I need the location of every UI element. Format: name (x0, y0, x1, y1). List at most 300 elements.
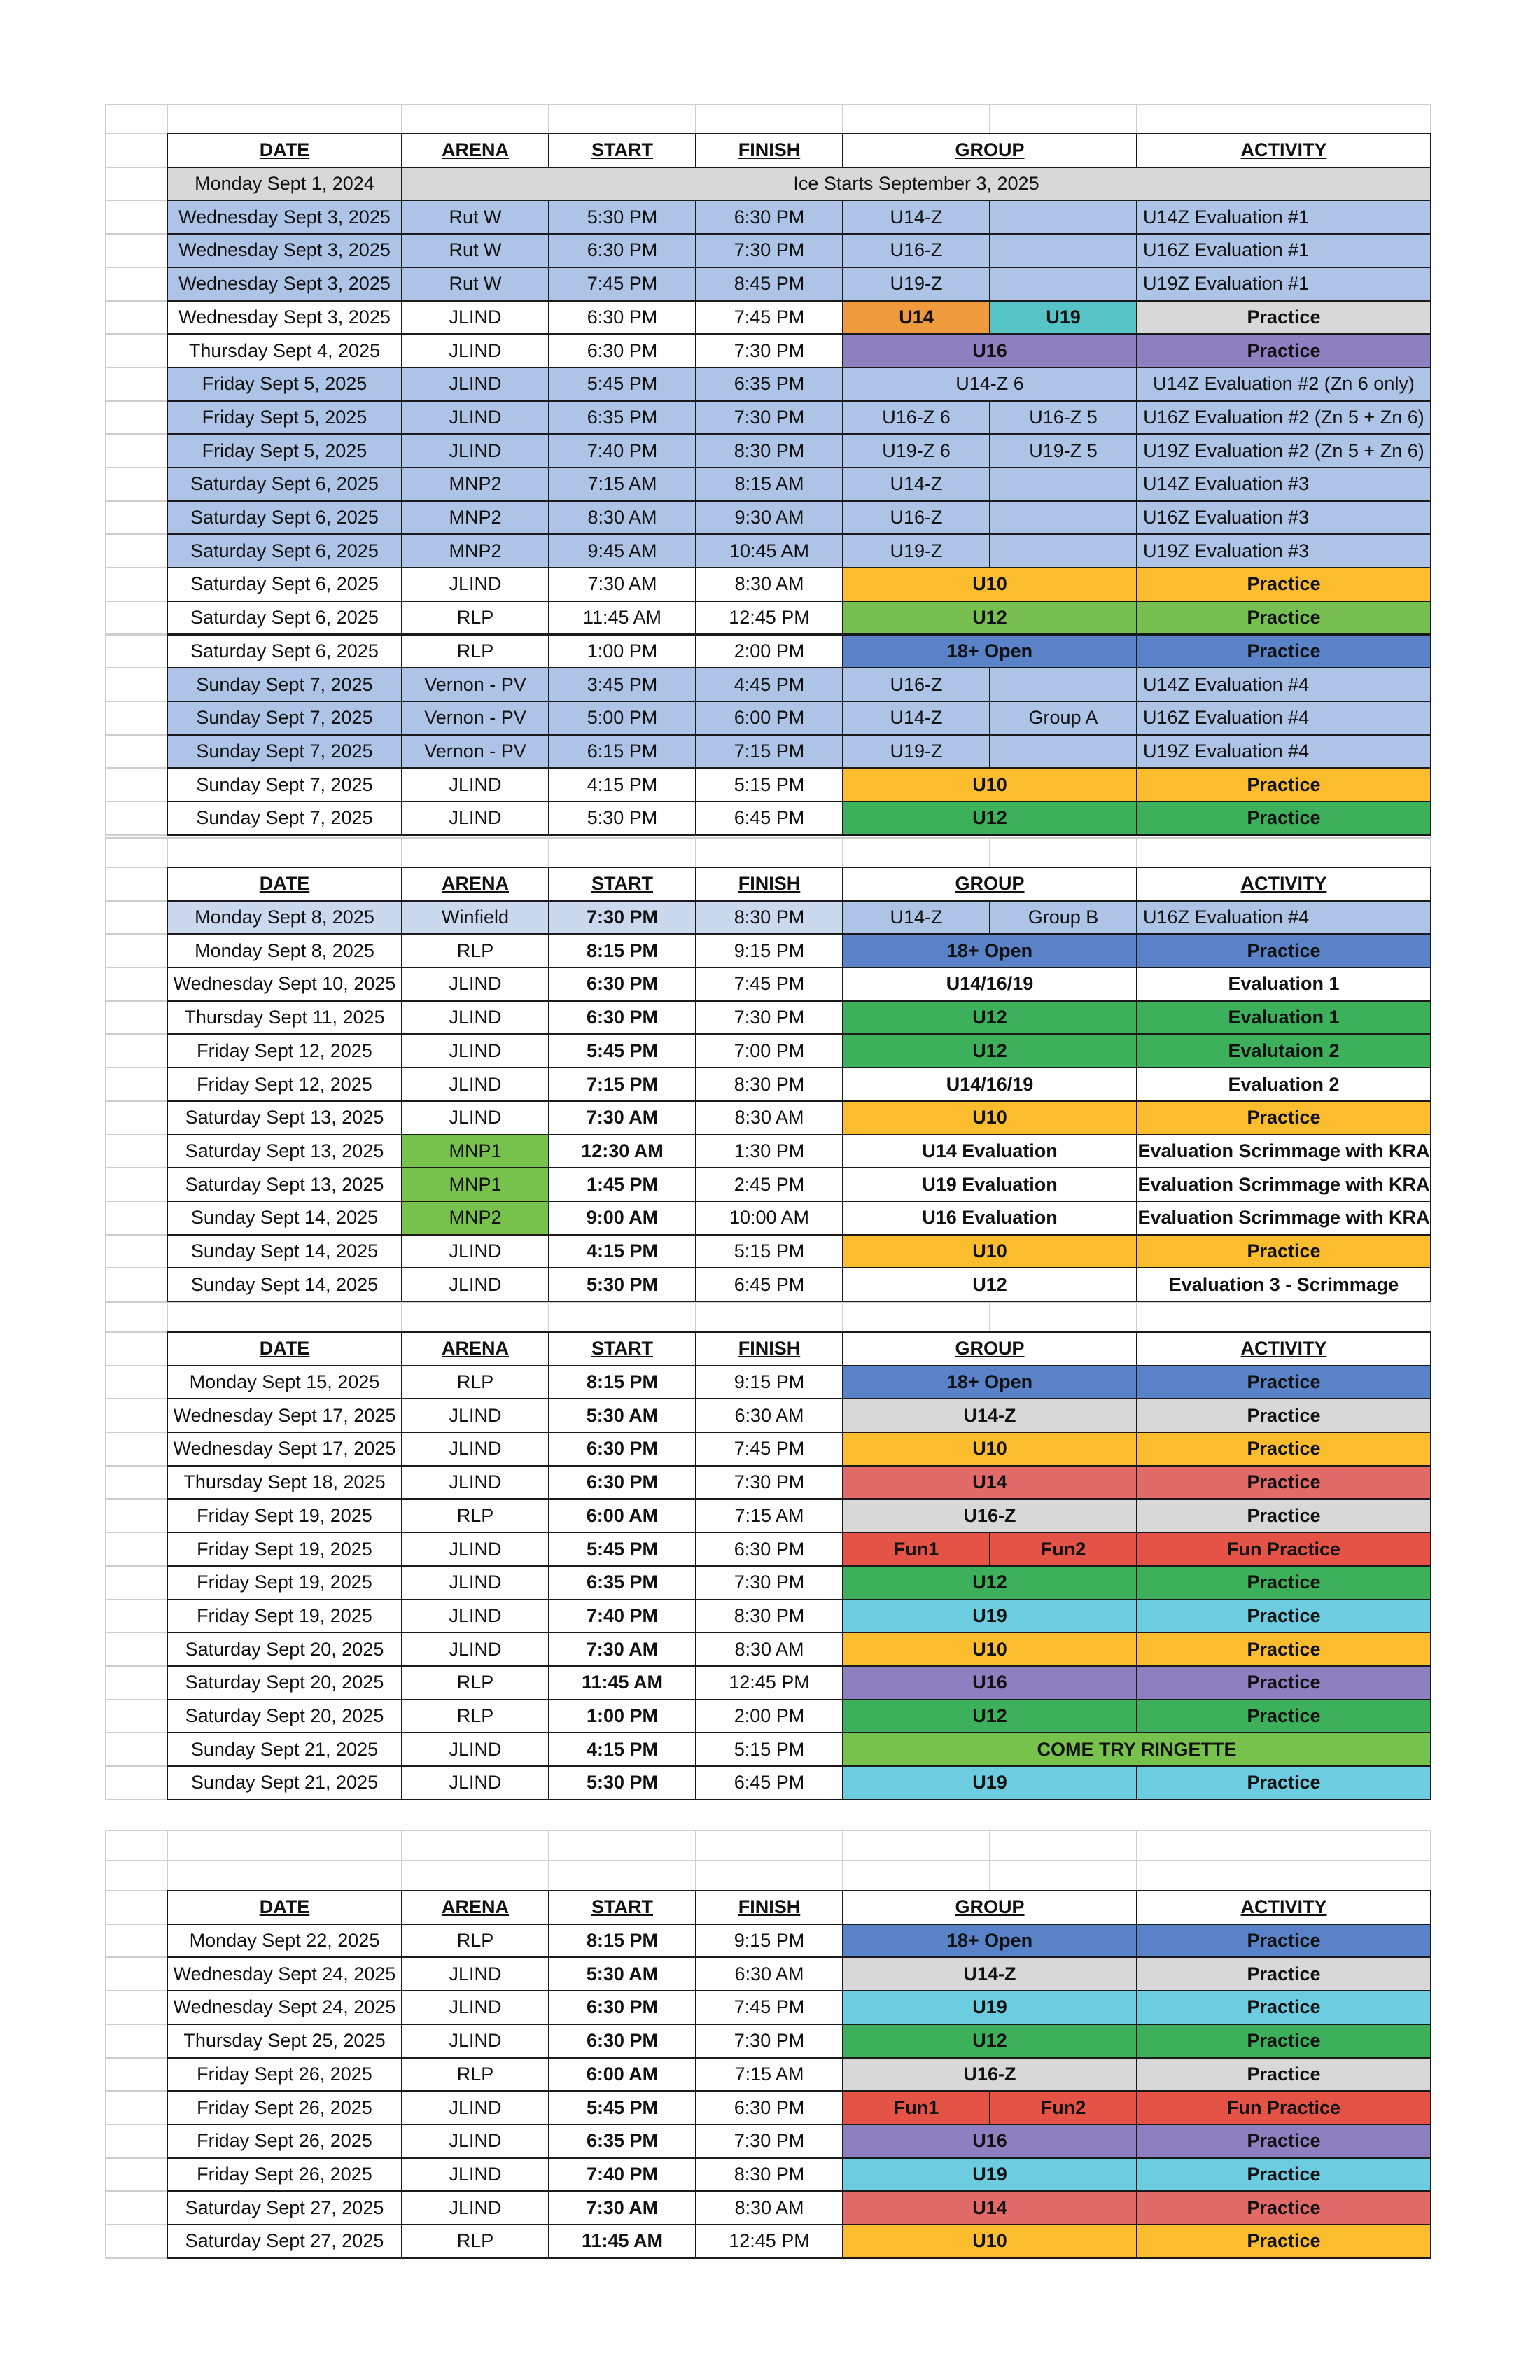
start-time-cell: 7:40 PM (548, 1599, 696, 1634)
date-cell: Thursday Sept 4, 2025 (167, 333, 402, 368)
activity-cell: Fun Practice (1136, 1532, 1432, 1567)
activity-cell: Fun Practice (1136, 2090, 1432, 2125)
group-cell-secondary (989, 267, 1138, 302)
start-time-cell: 1:00 PM (548, 634, 696, 669)
group-cell-primary: U19-Z (842, 734, 990, 769)
start-time-cell: 5:45 PM (548, 2090, 696, 2125)
arena-cell: MNP1 (401, 1167, 550, 1202)
finish-time-cell: 7:30 PM (695, 1565, 844, 1600)
start-time-cell: 7:40 PM (548, 433, 696, 468)
arena-cell: JLIND (401, 2024, 550, 2059)
sheet-row-number-cell (105, 2057, 168, 2092)
activity-cell: U14Z Evaluation #2 (Zn 6 only) (1136, 367, 1432, 402)
activity-cell: Practice (1136, 1990, 1432, 2025)
sheet-row-number-cell (105, 801, 168, 836)
group-cell: U14/16/19 (842, 1067, 1138, 1102)
activity-cell: Practice (1136, 567, 1432, 602)
sheet-row-number-cell (105, 1765, 168, 1800)
date-cell: Saturday Sept 6, 2025 (167, 500, 402, 536)
date-cell: Sunday Sept 7, 2025 (167, 801, 402, 836)
group-cell: U12 (842, 1034, 1138, 1069)
finish-time-cell: 7:30 PM (695, 1465, 844, 1500)
group-cell: U12 (842, 1699, 1138, 1734)
finish-time-cell: 8:30 AM (695, 567, 844, 602)
group-cell: 18+ Open (842, 1924, 1138, 1959)
sheet-row-number-cell (105, 400, 168, 435)
finish-time-cell: 12:45 PM (695, 1665, 844, 1700)
finish-time-cell: 12:45 PM (695, 2224, 844, 2259)
activity-cell: U16Z Evaluation #1 (1136, 233, 1432, 268)
activity-cell: Practice (1136, 2224, 1432, 2259)
start-time-cell: 6:30 PM (548, 233, 696, 268)
sheet-row-number-cell (105, 367, 168, 402)
activity-cell: Practice (1136, 634, 1432, 669)
sheet-row-number-cell (105, 1134, 168, 1169)
start-time-cell: 4:15 PM (548, 1234, 696, 1269)
date-cell: Wednesday Sept 3, 2025 (167, 300, 402, 335)
start-time-cell: 6:00 AM (548, 1499, 696, 1534)
start-time-cell: 7:15 AM (548, 467, 696, 502)
group-cell: U19 (842, 2157, 1138, 2192)
sheet-row-number-cell (105, 1532, 168, 1567)
date-cell: Sunday Sept 21, 2025 (167, 1732, 402, 1767)
column-header-arena: ARENA (401, 867, 550, 902)
finish-time-cell: 7:45 PM (695, 1990, 844, 2025)
start-time-cell: 7:30 AM (548, 1632, 696, 1667)
date-cell: Saturday Sept 6, 2025 (167, 533, 402, 568)
arena-cell: MNP2 (401, 467, 550, 502)
column-header-start: START (548, 1331, 696, 1366)
group-cell-secondary (989, 500, 1138, 536)
group-cell-primary: U16-Z (842, 500, 990, 536)
group-cell: U16 (842, 333, 1138, 368)
finish-time-cell: 12:45 PM (695, 601, 844, 636)
start-time-cell: 5:30 PM (548, 1765, 696, 1800)
group-activity-span-cell: COME TRY RINGETTE (842, 1732, 1432, 1767)
start-time-cell: 8:30 AM (548, 500, 696, 536)
date-cell: Thursday Sept 11, 2025 (167, 1000, 402, 1035)
group-cell-secondary: U19 (989, 300, 1138, 335)
column-header-start: START (548, 133, 696, 168)
date-cell: Saturday Sept 6, 2025 (167, 567, 402, 602)
arena-cell: RLP (401, 634, 550, 669)
sheet-row-number-cell (105, 2024, 168, 2059)
start-time-cell: 7:30 AM (548, 1100, 696, 1135)
sheet-row-number-cell (105, 1067, 168, 1102)
finish-time-cell: 7:30 PM (695, 2024, 844, 2059)
arena-cell: Winfield (401, 900, 550, 935)
sheet-row-number-cell (105, 1200, 168, 1236)
sheet-row-number-cell (105, 667, 168, 702)
sheet-row-number-cell (105, 1267, 168, 1302)
activity-cell: Practice (1136, 2157, 1432, 2192)
finish-time-cell: 7:30 PM (695, 1000, 844, 1035)
arena-cell: JLIND (401, 2124, 550, 2159)
finish-time-cell: 5:15 PM (695, 1234, 844, 1269)
sheet-row-number-cell (105, 567, 168, 602)
date-cell: Wednesday Sept 3, 2025 (167, 267, 402, 302)
activity-cell: Practice (1136, 601, 1432, 636)
finish-time-cell: 4:45 PM (695, 667, 844, 702)
finish-time-cell: 7:45 PM (695, 1432, 844, 1466)
arena-cell: RLP (401, 2224, 550, 2259)
date-cell: Friday Sept 19, 2025 (167, 1532, 402, 1567)
finish-time-cell: 2:45 PM (695, 1167, 844, 1202)
arena-cell: RLP (401, 1665, 550, 1700)
activity-cell: Evaluation 1 (1136, 967, 1432, 1002)
sheet-row-number-cell (105, 1499, 168, 1534)
sheet-row-number-cell (105, 867, 168, 902)
finish-time-cell: 8:30 PM (695, 900, 844, 935)
date-cell: Saturday Sept 27, 2025 (167, 2224, 402, 2259)
group-cell: U12 (842, 801, 1138, 836)
sheet-row-number-cell (105, 333, 168, 368)
arena-cell: JLIND (401, 1267, 550, 1302)
activity-cell: Practice (1136, 300, 1432, 335)
finish-time-cell: 9:30 AM (695, 500, 844, 536)
sheet-row-number-cell (105, 1432, 168, 1466)
date-cell: Sunday Sept 14, 2025 (167, 1267, 402, 1302)
activity-cell: Practice (1136, 1956, 1432, 1991)
arena-cell: MNP1 (401, 1134, 550, 1169)
arena-cell: JLIND (401, 1532, 550, 1567)
arena-cell: JLIND (401, 2090, 550, 2125)
arena-cell: JLIND (401, 1432, 550, 1466)
date-cell: Wednesday Sept 24, 2025 (167, 1956, 402, 1991)
activity-cell: Practice (1136, 1924, 1432, 1959)
finish-time-cell: 10:00 AM (695, 1200, 844, 1236)
sheet-row-number-cell (105, 900, 168, 935)
sheet-row-number-cell (105, 701, 168, 736)
activity-cell: Evalutaion 2 (1136, 1034, 1432, 1069)
activity-cell: U14Z Evaluation #4 (1136, 667, 1432, 702)
start-time-cell: 7:30 AM (548, 567, 696, 602)
arena-cell: JLIND (401, 2190, 550, 2225)
arena-cell: JLIND (401, 1765, 550, 1800)
finish-time-cell: 6:30 PM (695, 2090, 844, 2125)
group-cell: U12 (842, 1267, 1138, 1302)
date-cell: Saturday Sept 13, 2025 (167, 1100, 402, 1135)
date-cell: Saturday Sept 13, 2025 (167, 1134, 402, 1169)
sheet-row-number-cell (105, 200, 168, 234)
finish-time-cell: 6:45 PM (695, 801, 844, 836)
group-cell-primary: U14 (842, 300, 990, 335)
group-cell: U10 (842, 1234, 1138, 1269)
finish-time-cell: 10:45 AM (695, 533, 844, 568)
date-cell: Wednesday Sept 10, 2025 (167, 967, 402, 1002)
date-cell: Sunday Sept 7, 2025 (167, 767, 402, 802)
finish-time-cell: 7:45 PM (695, 967, 844, 1002)
column-header-date: DATE (167, 1890, 402, 1925)
activity-cell: Practice (1136, 2124, 1432, 2159)
sheet-row-number-cell (105, 2157, 168, 2192)
date-cell: Sunday Sept 7, 2025 (167, 667, 402, 702)
group-cell-secondary: Group B (989, 900, 1138, 935)
arena-cell: MNP2 (401, 533, 550, 568)
group-cell-primary: Fun1 (842, 2090, 990, 2125)
sheet-row-number-cell (105, 1665, 168, 1700)
arena-cell: JLIND (401, 300, 550, 335)
start-time-cell: 4:15 PM (548, 1732, 696, 1767)
date-cell: Sunday Sept 14, 2025 (167, 1200, 402, 1236)
activity-cell: U16Z Evaluation #4 (1136, 900, 1432, 935)
arena-cell: JLIND (401, 567, 550, 602)
date-cell: Thursday Sept 25, 2025 (167, 2024, 402, 2059)
arena-cell: JLIND (401, 1632, 550, 1667)
arena-cell: JLIND (401, 801, 550, 836)
activity-cell: U19Z Evaluation #3 (1136, 533, 1432, 568)
column-header-activity: ACTIVITY (1136, 1331, 1432, 1366)
date-cell: Friday Sept 26, 2025 (167, 2057, 402, 2092)
finish-time-cell: 7:45 PM (695, 300, 844, 335)
date-cell: Friday Sept 12, 2025 (167, 1034, 402, 1069)
date-cell: Friday Sept 26, 2025 (167, 2157, 402, 2192)
start-time-cell: 6:30 PM (548, 300, 696, 335)
ice-start-note: Ice Starts September 3, 2025 (401, 167, 1432, 202)
group-cell: U12 (842, 2024, 1138, 2059)
group-cell: U16 Evaluation (842, 1200, 1138, 1236)
start-time-cell: 7:30 AM (548, 2190, 696, 2225)
date-cell: Saturday Sept 13, 2025 (167, 1167, 402, 1202)
start-time-cell: 5:45 PM (548, 1034, 696, 1069)
arena-cell: JLIND (401, 400, 550, 435)
start-time-cell: 7:30 PM (548, 900, 696, 935)
group-cell: U10 (842, 767, 1138, 802)
activity-cell: Practice (1136, 801, 1432, 836)
group-cell: U10 (842, 1632, 1138, 1667)
column-header-arena: ARENA (401, 1331, 550, 1366)
finish-time-cell: 7:15 PM (695, 734, 844, 769)
activity-cell: Evaluation 2 (1136, 1067, 1432, 1102)
arena-cell: JLIND (401, 2157, 550, 2192)
activity-cell: Practice (1136, 1665, 1432, 1700)
sheet-row-number-cell (105, 1465, 168, 1500)
activity-cell: Practice (1136, 1365, 1432, 1400)
activity-cell: Practice (1136, 2057, 1432, 2092)
sheet-row-number-cell (105, 467, 168, 502)
sheet-row-number-cell (105, 1632, 168, 1667)
date-cell: Friday Sept 19, 2025 (167, 1565, 402, 1600)
sheet-row-number-cell (105, 2190, 168, 2225)
activity-cell: Practice (1136, 1398, 1432, 1433)
start-time-cell: 6:30 PM (548, 1000, 696, 1035)
group-cell-secondary (989, 734, 1138, 769)
start-time-cell: 6:15 PM (548, 734, 696, 769)
column-header-group: GROUP (842, 133, 1138, 168)
arena-cell: JLIND (401, 1465, 550, 1500)
arena-cell: Vernon - PV (401, 701, 550, 736)
arena-cell: JLIND (401, 1067, 550, 1102)
finish-time-cell: 8:30 AM (695, 1100, 844, 1135)
finish-time-cell: 9:15 PM (695, 1924, 844, 1959)
date-cell: Friday Sept 5, 2025 (167, 400, 402, 435)
date-cell: Thursday Sept 18, 2025 (167, 1465, 402, 1500)
finish-time-cell: 8:30 PM (695, 433, 844, 468)
arena-cell: RLP (401, 1924, 550, 1959)
start-time-cell: 11:45 AM (548, 601, 696, 636)
finish-time-cell: 8:15 AM (695, 467, 844, 502)
group-cell: U10 (842, 567, 1138, 602)
sheet-row-number-cell (105, 1565, 168, 1600)
arena-cell: MNP2 (401, 1200, 550, 1236)
sheet-row-number-cell (105, 233, 168, 268)
finish-time-cell: 7:15 AM (695, 1499, 844, 1534)
start-time-cell: 6:35 PM (548, 400, 696, 435)
finish-time-cell: 5:15 PM (695, 767, 844, 802)
date-cell: Friday Sept 26, 2025 (167, 2124, 402, 2159)
start-time-cell: 6:30 PM (548, 2024, 696, 2059)
date-cell: Saturday Sept 20, 2025 (167, 1632, 402, 1667)
finish-time-cell: 5:15 PM (695, 1732, 844, 1767)
finish-time-cell: 8:30 PM (695, 1067, 844, 1102)
start-time-cell: 9:00 AM (548, 1200, 696, 1236)
finish-time-cell: 9:15 PM (695, 1365, 844, 1400)
start-time-cell: 8:15 PM (548, 1365, 696, 1400)
group-cell-primary: U14-Z (842, 701, 990, 736)
arena-cell: RLP (401, 2057, 550, 2092)
group-cell-primary: U16-Z (842, 233, 990, 268)
group-cell-primary: U19-Z (842, 533, 990, 568)
group-cell: 18+ Open (842, 634, 1138, 669)
group-cell-secondary: Fun2 (989, 2090, 1138, 2125)
date-cell: Saturday Sept 27, 2025 (167, 2190, 402, 2225)
date-cell: Wednesday Sept 17, 2025 (167, 1432, 402, 1466)
sheet-row-number-cell (105, 1924, 168, 1959)
date-cell: Monday Sept 1, 2024 (167, 167, 402, 202)
date-cell: Monday Sept 15, 2025 (167, 1365, 402, 1400)
sheet-row-number-cell (105, 634, 168, 669)
sheet-row-number-cell (105, 1732, 168, 1767)
group-cell-secondary (989, 667, 1138, 702)
date-cell: Monday Sept 8, 2025 (167, 900, 402, 935)
group-cell: U14/16/19 (842, 967, 1138, 1002)
start-time-cell: 6:30 PM (548, 1990, 696, 2025)
date-cell: Saturday Sept 6, 2025 (167, 601, 402, 636)
arena-cell: Vernon - PV (401, 734, 550, 769)
activity-cell: Practice (1136, 1632, 1432, 1667)
date-cell: Saturday Sept 20, 2025 (167, 1665, 402, 1700)
start-time-cell: 11:45 AM (548, 1665, 696, 1700)
group-cell: 18+ Open (842, 933, 1138, 968)
arena-cell: JLIND (401, 1732, 550, 1767)
arena-cell: JLIND (401, 1100, 550, 1135)
finish-time-cell: 6:30 PM (695, 200, 844, 234)
group-cell-secondary: Fun2 (989, 1532, 1138, 1567)
activity-cell: Evaluation 3 - Scrimmage (1136, 1267, 1432, 1302)
date-cell: Friday Sept 26, 2025 (167, 2090, 402, 2125)
activity-cell: U16Z Evaluation #4 (1136, 701, 1432, 736)
start-time-cell: 8:15 PM (548, 1924, 696, 1959)
date-cell: Wednesday Sept 3, 2025 (167, 200, 402, 234)
column-header-arena: ARENA (401, 1890, 550, 1925)
finish-time-cell: 7:00 PM (695, 1034, 844, 1069)
sheet-row-number-cell (105, 601, 168, 636)
sheet-row-number-cell (105, 2090, 168, 2125)
arena-cell: Vernon - PV (401, 667, 550, 702)
start-time-cell: 12:30 AM (548, 1134, 696, 1169)
group-cell-primary: U16-Z (842, 667, 990, 702)
arena-cell: RLP (401, 933, 550, 968)
column-header-group: GROUP (842, 1331, 1138, 1366)
group-cell: 18+ Open (842, 1365, 1138, 1400)
activity-cell: U14Z Evaluation #1 (1136, 200, 1432, 234)
start-time-cell: 3:45 PM (548, 667, 696, 702)
activity-cell: Practice (1136, 1432, 1432, 1466)
sheet-row-number-cell (105, 2224, 168, 2259)
group-cell: U19 Evaluation (842, 1167, 1138, 1202)
sheet-row-number-cell (105, 1234, 168, 1269)
sheet-row-number-cell (105, 1331, 168, 1366)
date-cell: Sunday Sept 14, 2025 (167, 1234, 402, 1269)
start-time-cell: 7:15 PM (548, 1067, 696, 1102)
group-cell-secondary (989, 533, 1138, 568)
arena-cell: JLIND (401, 1234, 550, 1269)
group-cell: U14 Evaluation (842, 1134, 1138, 1169)
date-cell: Wednesday Sept 17, 2025 (167, 1398, 402, 1433)
activity-cell: Evaluation Scrimmage with KRA (1136, 1167, 1432, 1202)
group-cell-secondary: Group A (989, 701, 1138, 736)
group-cell: U10 (842, 1100, 1138, 1135)
sheet-row-number-cell (105, 1890, 168, 1925)
group-cell: U16 (842, 2124, 1138, 2159)
column-header-finish: FINISH (695, 133, 844, 168)
finish-time-cell: 6:45 PM (695, 1765, 844, 1800)
activity-cell: Practice (1136, 1100, 1432, 1135)
group-cell: U16-Z (842, 1499, 1138, 1534)
start-time-cell: 6:00 AM (548, 2057, 696, 2092)
arena-cell: JLIND (401, 1990, 550, 2025)
date-cell: Saturday Sept 6, 2025 (167, 634, 402, 669)
sheet-row-number-cell (105, 1398, 168, 1433)
arena-cell: RLP (401, 1499, 550, 1534)
start-time-cell: 11:45 AM (548, 2224, 696, 2259)
arena-cell: JLIND (401, 1000, 550, 1035)
finish-time-cell: 7:30 PM (695, 333, 844, 368)
column-header-activity: ACTIVITY (1136, 1890, 1432, 1925)
activity-cell: U19Z Evaluation #2 (Zn 5 + Zn 6) (1136, 433, 1432, 468)
date-cell: Wednesday Sept 24, 2025 (167, 1990, 402, 2025)
date-cell: Monday Sept 22, 2025 (167, 1924, 402, 1959)
finish-time-cell: 6:30 AM (695, 1956, 844, 1991)
activity-cell: Practice (1136, 1765, 1432, 1800)
finish-time-cell: 8:30 AM (695, 2190, 844, 2225)
date-cell: Wednesday Sept 3, 2025 (167, 233, 402, 268)
sheet-row-number-cell (105, 1365, 168, 1400)
start-time-cell: 7:45 PM (548, 267, 696, 302)
date-cell: Friday Sept 12, 2025 (167, 1067, 402, 1102)
arena-cell: JLIND (401, 967, 550, 1002)
group-cell-secondary (989, 233, 1138, 268)
finish-time-cell: 9:15 PM (695, 933, 844, 968)
sheet-row-number-cell (105, 167, 168, 202)
finish-time-cell: 1:30 PM (695, 1134, 844, 1169)
finish-time-cell: 7:30 PM (695, 400, 844, 435)
sheet-row-number-cell (105, 2124, 168, 2159)
activity-cell: Practice (1136, 933, 1432, 968)
start-time-cell: 4:15 PM (548, 767, 696, 802)
group-cell: U12 (842, 601, 1138, 636)
sheet-row-number-cell (105, 1167, 168, 1202)
start-time-cell: 5:30 PM (548, 200, 696, 234)
finish-time-cell: 6:30 AM (695, 1398, 844, 1433)
sheet-row-number-cell (105, 433, 168, 468)
group-cell-secondary: U16-Z 5 (989, 400, 1138, 435)
finish-time-cell: 7:15 AM (695, 2057, 844, 2092)
group-cell-secondary (989, 200, 1138, 234)
finish-time-cell: 8:30 AM (695, 1632, 844, 1667)
group-cell-primary: U19-Z (842, 267, 990, 302)
group-cell: U14-Z (842, 1956, 1138, 1991)
